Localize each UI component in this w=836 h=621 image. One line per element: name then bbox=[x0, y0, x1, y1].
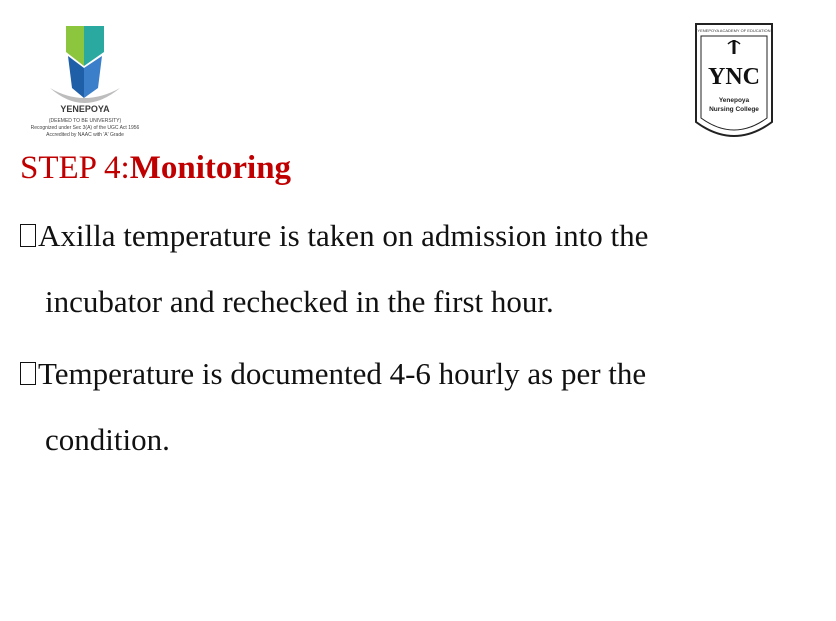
bullet-2-line-2: condition. bbox=[45, 422, 170, 457]
slide-title bbox=[20, 150, 291, 187]
bullet-2-line-1 bbox=[20, 356, 646, 392]
bullet-1-line-1 bbox=[20, 218, 648, 254]
university-accreditation: Accredited by NAAC with 'A' Grade bbox=[46, 132, 124, 138]
seal-name-line1: Yenepoya bbox=[718, 97, 750, 104]
university-recognition: Recognized under Sec 3(A) of the UGC Act 1956 bbox=[30, 125, 140, 131]
title-prefix: STEP 4: bbox=[20, 150, 130, 186]
university-status: (DEEMED TO BE UNIVERSITY) bbox=[48, 118, 122, 124]
bullet-1-text-1: Axilla temperature is taken on admission into the bbox=[38, 218, 649, 253]
seal-name-line2: Nursing College bbox=[709, 106, 759, 113]
bullet-box-icon bbox=[20, 362, 36, 385]
title-bold: Monitoring bbox=[129, 150, 292, 186]
bullet-2-text-1: Temperature is documented 4-6 hourly as per the bbox=[38, 356, 647, 391]
bullet-1-line-2: incubator and rechecked in the first hour. bbox=[45, 284, 554, 319]
bullet-box-icon bbox=[20, 224, 36, 247]
yenepoya-nursing-college-logo bbox=[694, 22, 774, 150]
seal-monogram: YNC bbox=[708, 64, 760, 90]
university-name: YENEPOYA bbox=[60, 104, 110, 114]
seal-top-text: YENEPOYA ACADEMY OF EDUCATION bbox=[697, 28, 771, 33]
